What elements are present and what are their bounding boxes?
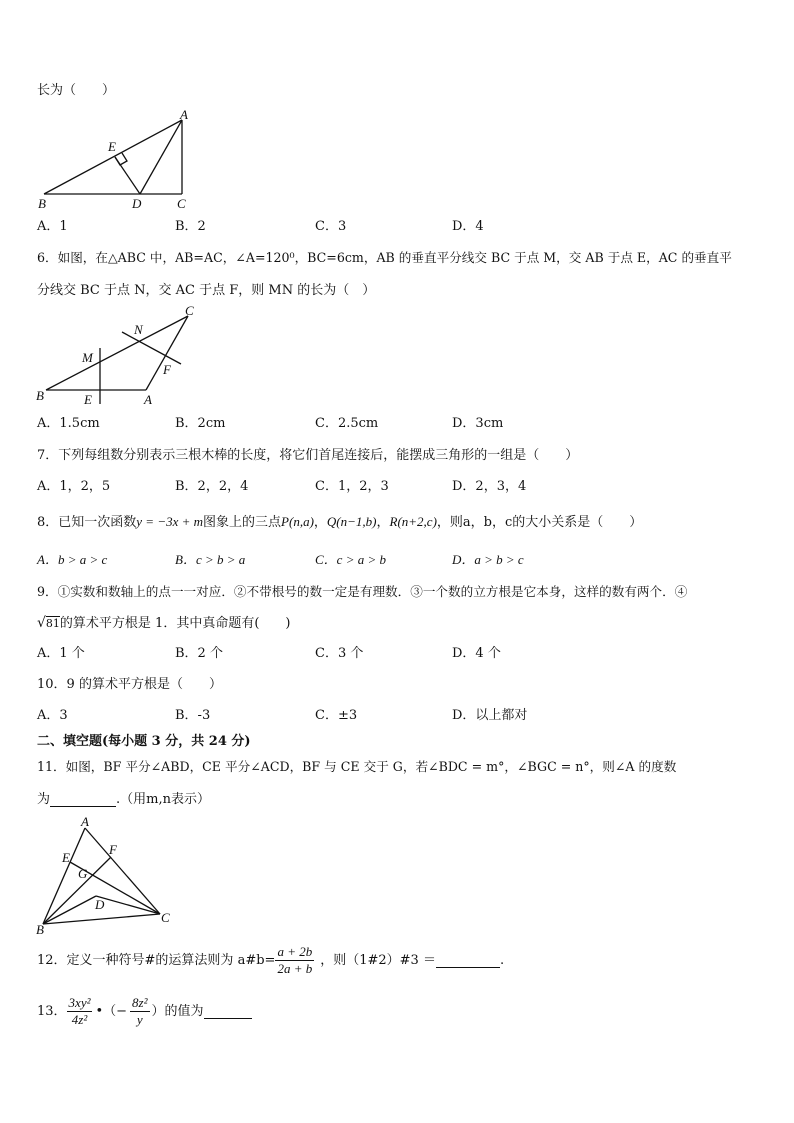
q12-statement bbox=[37, 944, 504, 977]
q9-option-d[interactable]: D．4 个 bbox=[452, 646, 501, 661]
q11-label-c: C bbox=[161, 910, 170, 925]
q8-option-c[interactable]: C．c > a > b bbox=[315, 552, 386, 567]
q7-option-b[interactable]: B．2，2，4 bbox=[175, 479, 249, 494]
q9-option-b[interactable]: B．2 个 bbox=[175, 646, 223, 661]
q11-line2-prefix: 为 bbox=[37, 792, 51, 807]
q6-label-f: F bbox=[163, 362, 171, 377]
q13-f1-denominator: 4z² bbox=[71, 1012, 88, 1027]
q8-function: y = −3x + m bbox=[136, 514, 204, 529]
q8-option-a[interactable]: A．b > a > c bbox=[37, 552, 108, 567]
section-heading: 二、填空题(每小题 3 分，共 24 分) bbox=[37, 734, 251, 749]
q6-option-c[interactable]: C．2.5cm bbox=[315, 416, 379, 431]
q9-radicand: 81 bbox=[45, 617, 60, 630]
q8-prefix: 8．已知一次函数 bbox=[37, 515, 137, 530]
q11-label-e: E bbox=[62, 850, 70, 865]
q8-point-r: R(n+2,c) bbox=[389, 514, 437, 529]
q6-option-d[interactable]: D．3cm bbox=[452, 416, 504, 431]
q5-label-e: E bbox=[108, 139, 116, 154]
q6-label-b: B bbox=[36, 388, 44, 403]
q7-text: 7．下列每组数分别表示三根木棒的长度，将它们首尾连接后，能摆成三角形的一组是（ ） bbox=[37, 448, 579, 463]
q6-figure bbox=[30, 302, 210, 406]
q5-label-a: A bbox=[180, 108, 188, 122]
q7-option-d[interactable]: D．2，3，4 bbox=[452, 479, 527, 494]
q12-denominator: 2a + b bbox=[277, 961, 313, 976]
q10-option-d[interactable]: D．以上都对 bbox=[452, 708, 528, 723]
q11-answer-blank[interactable] bbox=[50, 793, 116, 807]
q6-label-a: A bbox=[144, 392, 152, 406]
q5-option-d[interactable]: D．4 bbox=[452, 219, 484, 234]
q9-option-c[interactable]: C．3 个 bbox=[315, 646, 364, 661]
q12-end: . bbox=[499, 953, 505, 968]
q8-option-b[interactable]: B．c > b > a bbox=[175, 552, 246, 567]
q13-prefix: 13． bbox=[37, 1004, 67, 1019]
q13-answer-blank[interactable] bbox=[204, 1005, 252, 1019]
q11-label-f: F bbox=[109, 842, 117, 857]
q10-option-a[interactable]: A．3 bbox=[37, 708, 68, 723]
q11-label-a: A bbox=[81, 814, 89, 829]
q13-fraction-1 bbox=[67, 995, 93, 1028]
q5-label-c: C bbox=[177, 196, 186, 210]
q6-label-c: C bbox=[185, 303, 194, 318]
q8-suffix: ，则a，b，c的大小关系是（ ） bbox=[436, 515, 643, 530]
q13-suffix: ）的值为 bbox=[151, 1004, 204, 1019]
q5-option-c[interactable]: C．3 bbox=[315, 219, 347, 234]
q10-text: 10．9 的算术平方根是（ ） bbox=[37, 677, 222, 692]
q13-fraction-2 bbox=[130, 995, 149, 1028]
q8-mid: 图象上的三点 bbox=[203, 515, 282, 530]
q8-point-p: P(n,a) bbox=[281, 514, 314, 529]
q7-option-c[interactable]: C．1，2，3 bbox=[315, 479, 389, 494]
q5-label-d: D bbox=[132, 196, 142, 210]
sqrt-icon: √ bbox=[37, 615, 46, 631]
q9-line1: 9．①实数和数轴上的点一一对应．②不带根号的数一定是有理数．③一个数的立方根是它本身，这样的数有两个．④ bbox=[37, 584, 688, 599]
q11-line2-suffix: .（用m,n表示） bbox=[116, 792, 210, 807]
q10-option-c[interactable]: C．±3 bbox=[315, 708, 358, 723]
q12-numerator: a + 2b bbox=[277, 944, 313, 959]
q9-line2-wrap bbox=[37, 616, 290, 630]
q5-label-b: B bbox=[38, 196, 46, 210]
q11-label-d: D bbox=[95, 897, 105, 912]
q6-label-n: N bbox=[134, 322, 143, 337]
q12-answer-blank[interactable] bbox=[436, 954, 500, 968]
q13-dot: •（− bbox=[95, 1004, 128, 1019]
q5-option-a[interactable]: A．1 bbox=[37, 219, 68, 234]
q13-f1-numerator: 3xy² bbox=[68, 995, 91, 1010]
q13-f2-numerator: 8z² bbox=[132, 995, 148, 1010]
q6-label-e: E bbox=[84, 392, 92, 406]
q12-prefix: 12．定义一种符号#的运算法则为 a#b= bbox=[37, 953, 276, 968]
q12-fraction bbox=[275, 944, 314, 977]
q6-label-m: M bbox=[82, 350, 93, 365]
q7-option-a[interactable]: A．1，2，5 bbox=[37, 479, 111, 494]
q11-figure bbox=[32, 814, 182, 936]
q9-option-a[interactable]: A．1 个 bbox=[37, 646, 85, 661]
q5-figure bbox=[30, 108, 200, 210]
q6-line2: 分线交 BC 于点 N，交 AC 于点 F，则 MN 的长为（ ） bbox=[37, 283, 376, 298]
q13-f2-denominator: y bbox=[136, 1012, 143, 1027]
q5-option-b[interactable]: B．2 bbox=[175, 219, 206, 234]
q13-statement bbox=[37, 995, 252, 1028]
q10-option-b[interactable]: B．-3 bbox=[175, 708, 211, 723]
q8-option-d[interactable]: D．a > b > c bbox=[452, 552, 524, 567]
q8-point-q: Q(n−1,b) bbox=[326, 514, 377, 529]
q6-line1: 6．如图，在△ABC 中，AB=AC，∠A=120⁰，BC=6cm，AB 的垂直平分线交 BC 于点 M，交 AB 于点 E，AC 的垂直平 bbox=[37, 250, 732, 265]
q9-line2: 的算术平方根是 1．其中真命题有( ) bbox=[59, 616, 291, 631]
q11-line1: 11．如图，BF 平分∠ABD，CE 平分∠ACD，BF 与 CE 交于 G，若∠BDC = m°，∠BGC = n°，则∠A 的度数 bbox=[37, 759, 677, 774]
q11-label-b: B bbox=[36, 922, 44, 936]
q12-suffix: ，则（1#2）#3 ＝ bbox=[320, 953, 436, 968]
q5-tail: 长为（ ） bbox=[37, 83, 116, 98]
q11-label-g: G bbox=[78, 866, 88, 881]
q6-option-b[interactable]: B．2cm bbox=[175, 416, 226, 431]
q6-option-a[interactable]: A．1.5cm bbox=[37, 416, 100, 431]
q8-statement: 8．已知一次函数y = −3x + m图象上的三点P(n,a)，Q(n−1,b)，R(n+2,c)，则a，b，c的大小关系是（ ） bbox=[37, 514, 643, 530]
q11-line2 bbox=[37, 793, 210, 807]
